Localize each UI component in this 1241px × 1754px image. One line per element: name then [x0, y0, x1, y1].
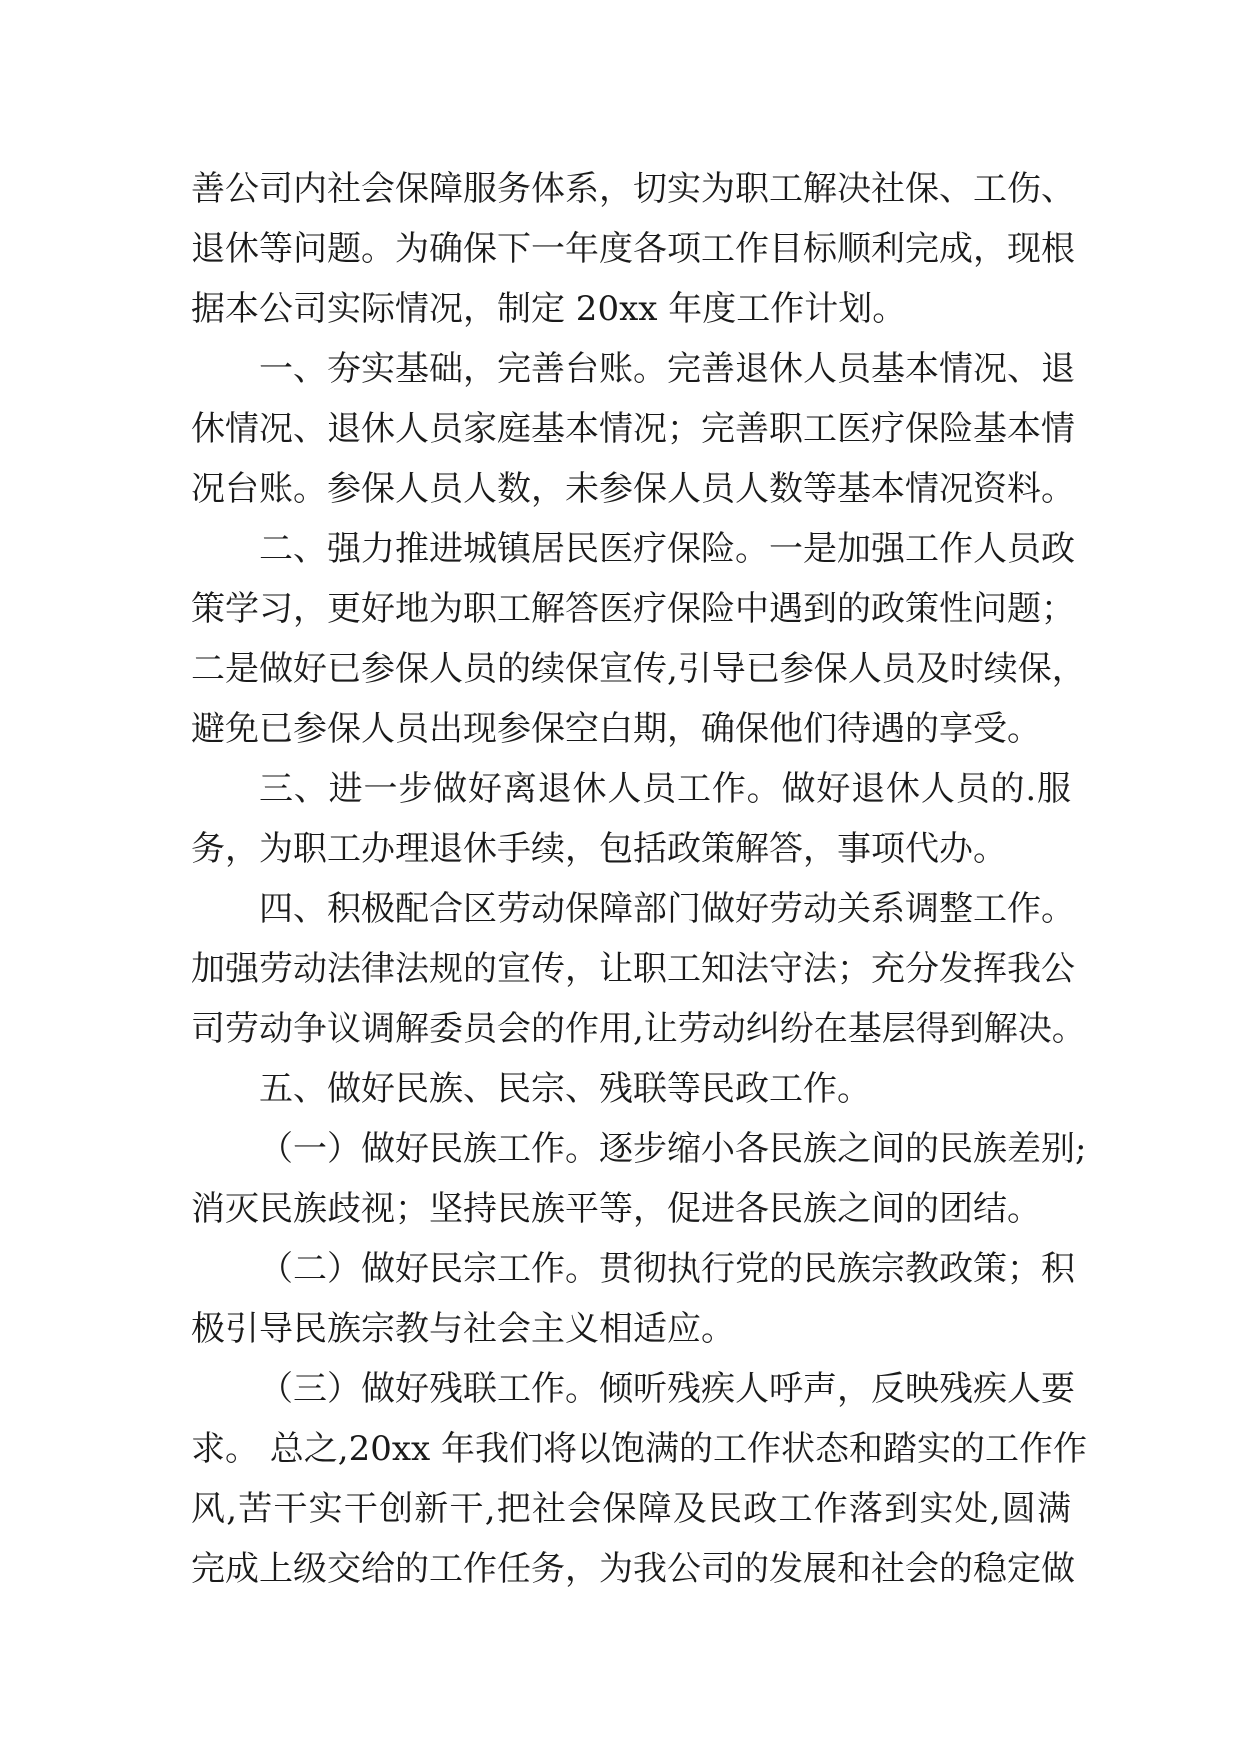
text-line: 完成上级交给的工作任务，为我公司的发展和社会的稳定做	[191, 1549, 1075, 1589]
text-line: 求。 总之,20xx 年我们将以饱满的工作状态和踏实的工作作	[191, 1429, 1088, 1469]
text-line: 休情况、退休人员家庭基本情况；完善职工医疗保险基本情	[191, 409, 1075, 449]
text-line: 极引导民族宗教与社会主义相适应。	[191, 1309, 735, 1349]
text-line: 退休等问题。为确保下一年度各项工作目标顺利完成，现根	[191, 229, 1075, 269]
text-line: 四、积极配合区劳动保障部门做好劳动关系调整工作。	[259, 889, 1075, 929]
text-line: 三、进一步做好离退休人员工作。做好退休人员的.服	[259, 769, 1071, 809]
text-line: 一、夯实基础，完善台账。完善退休人员基本情况、退	[259, 349, 1075, 389]
text-line: 二是做好已参保人员的续保宣传,引导已参保人员及时续保，	[191, 649, 1086, 689]
document-body	[191, 159, 1088, 1599]
text-line: 善公司内社会保障服务体系，切实为职工解决社保、工伤、	[191, 169, 1075, 209]
text-line: 加强劳动法律法规的宣传，让职工知法守法；充分发挥我公	[191, 949, 1075, 989]
text-line: 风,苦干实干创新干,把社会保障及民政工作落到实处,圆满	[191, 1489, 1071, 1529]
text-line: （二）做好民宗工作。贯彻执行党的民族宗教政策；积	[259, 1249, 1075, 1289]
text-line: 二、强力推进城镇居民医疗保险。一是加强工作人员政	[259, 529, 1075, 569]
text-line: 消灭民族歧视；坚持民族平等，促进各民族之间的团结。	[191, 1189, 1041, 1229]
text-line: 据本公司实际情况，制定 20xx 年度工作计划。	[191, 289, 907, 329]
text-line: 况台账。参保人员人数，未参保人员人数等基本情况资料。	[191, 469, 1075, 509]
text-line: 策学习，更好地为职工解答医疗保险中遇到的政策性问题；	[191, 589, 1075, 629]
text-line: 司劳动争议调解委员会的作用,让劳动纠纷在基层得到解决。	[191, 1009, 1086, 1049]
text-line: 五、做好民族、民宗、残联等民政工作。	[259, 1069, 871, 1109]
text-line: （三）做好残联工作。倾听残疾人呼声，反映残疾人要	[259, 1369, 1075, 1409]
text-line: 避免已参保人员出现参保空白期，确保他们待遇的享受。	[191, 709, 1041, 749]
text-line: 务，为职工办理退休手续，包括政策解答，事项代办。	[191, 829, 1007, 869]
text-line: （一）做好民族工作。逐步缩小各民族之间的民族差别;	[259, 1129, 1087, 1169]
